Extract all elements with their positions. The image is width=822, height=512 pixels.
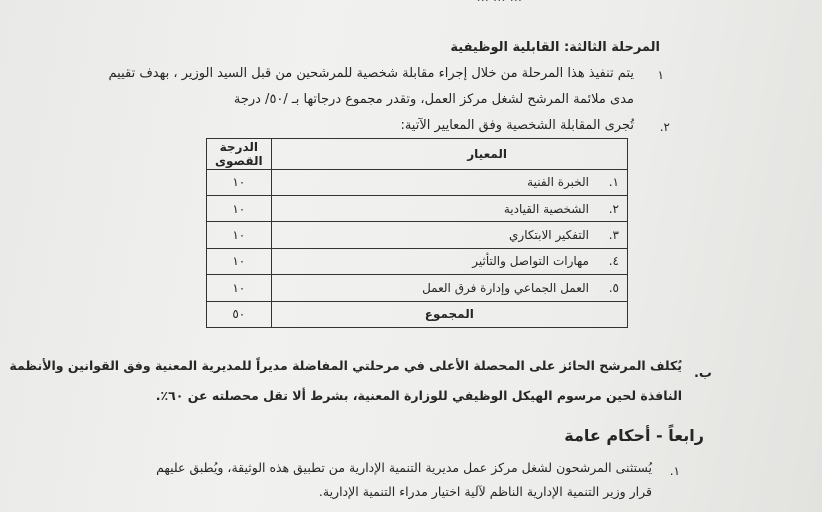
clause-b-letter: ب. (693, 366, 712, 381)
item2-number: ٢. (659, 120, 670, 134)
interview-criteria-table (206, 138, 628, 328)
row-score: ١٠ (207, 196, 272, 222)
row-criterion: الخبرة الفنية (527, 175, 589, 190)
row-criterion: العمل الجماعي وإدارة فرق العمل (422, 280, 589, 295)
row-criterion: مهارات التواصل والتأثير (472, 254, 589, 269)
total-label: المجموع (271, 301, 627, 327)
cut-off-top-line (477, 0, 522, 5)
row-index: ٢. (608, 201, 619, 216)
header-criterion: المعيار (271, 139, 627, 170)
table-row (207, 248, 628, 274)
row-index: ٥. (608, 280, 619, 295)
row-score: ١٠ (207, 275, 272, 301)
item1-line1: يتم تنفيذ هذا المرحلة من خلال إجراء مقابلة شخصية للمرشحين من قبل السيد الوزير ، بهدف تقييم (108, 66, 634, 81)
clause-b-line2: النافذة لحين مرسوم الهيكل الوظيفي للوزارة المعنية، بشرط ألا تقل محصلته عن ٦٠٪. (155, 388, 682, 403)
row-score: ١٠ (207, 222, 272, 248)
item1-line2: مدى ملائمة المرشح لشغل مركز العمل، وتقدر مجموع درجاتها بـ /٥٠/ درجة (233, 92, 634, 107)
section3-title: المرحلة الثالثة: القابلية الوظيفية (450, 40, 660, 55)
row-criterion: التفكير الابتكاري (509, 228, 589, 243)
section4-title: رابعاً - أحكام عامة (564, 426, 704, 445)
table-header-row (207, 139, 628, 170)
item1-number: ١ (657, 68, 664, 82)
row-index: ٣. (608, 228, 619, 243)
row-index: ١. (608, 175, 619, 190)
row-score: ١٠ (207, 248, 272, 274)
row-criterion: الشخصية القيادية (503, 201, 589, 216)
clause-b-line1: يُكلف المرشح الحائز على المحصلة الأعلى في مرحلتي المفاضلة مديراً للمديرية المعنية وفق القوانين والأنظمة (9, 358, 682, 373)
item2-text: تُجرى المقابلة الشخصية وفق المعايير الآتية: (400, 118, 634, 133)
row-index: ٤. (608, 254, 619, 269)
header-max-score: الدرجة القصوى (207, 139, 272, 170)
row-score: ١٠ (207, 169, 272, 195)
section4-item1-line1: يُستثنى المرشحون لشغل مركز عمل مديرية التنمية الإدارية من تطبيق هذه الوثيقة، ويُطبق عليهم (156, 460, 652, 475)
section4-item1-number: ١. (669, 464, 680, 478)
table-row (207, 169, 628, 195)
table-row (207, 275, 628, 301)
table-row (207, 196, 628, 222)
section4-item1-line2: قرار وزير التنمية الإدارية الناظم لآلية اختيار مدراء التنمية الإدارية. (318, 484, 652, 499)
table-row (207, 222, 628, 248)
table-total-row (207, 301, 628, 327)
total-score: ٥٠ (207, 301, 272, 327)
